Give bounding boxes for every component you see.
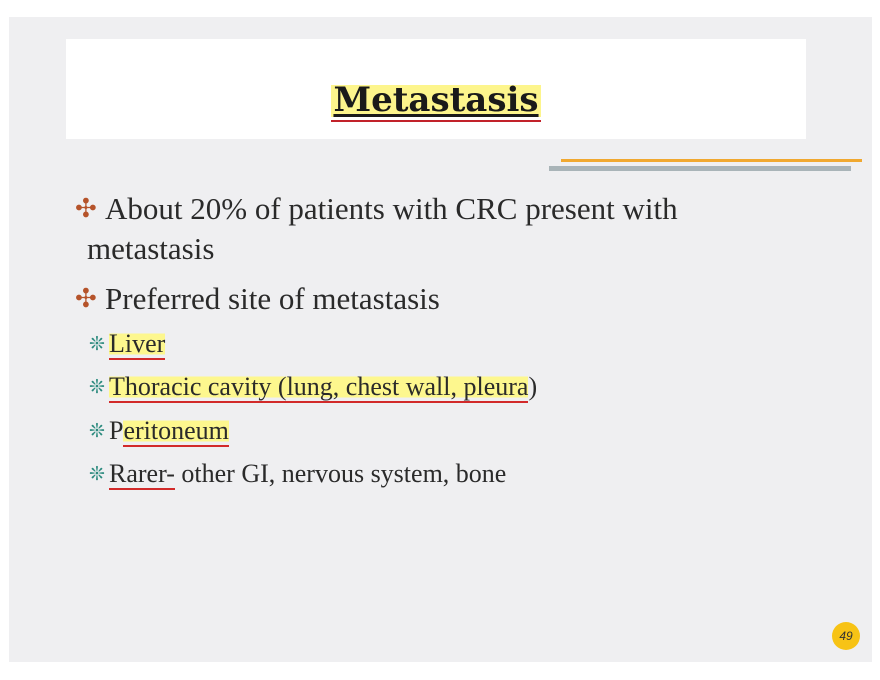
accent-line-gray bbox=[549, 166, 851, 171]
sub-bullet-text-rest: ) bbox=[528, 372, 538, 401]
sub-bullet-text-highlighted: Thoracic cavity (lung, chest wall, pleura bbox=[109, 372, 529, 401]
bullet-text: About 20% of patients with CRC present with bbox=[105, 191, 678, 226]
page-number-badge: 49 bbox=[832, 622, 860, 650]
title-box bbox=[66, 39, 806, 139]
bullet-item bbox=[75, 189, 678, 269]
bullet-item bbox=[75, 279, 440, 319]
slide bbox=[9, 17, 872, 662]
asterisk-icon: ❊ bbox=[89, 464, 105, 485]
bullet-text: Preferred site of metastasis bbox=[105, 281, 440, 316]
asterisk-icon: ❊ bbox=[89, 421, 105, 442]
slide-title-text: Metastasis bbox=[333, 80, 539, 120]
accent-line-orange bbox=[561, 159, 862, 162]
bullet-text-continued: metastasis bbox=[87, 231, 215, 266]
sub-bullet-item bbox=[89, 371, 537, 404]
fleur-cross-icon: ✣ bbox=[75, 284, 97, 313]
sub-bullet-item bbox=[89, 415, 229, 448]
sub-bullet-item bbox=[89, 458, 506, 491]
sub-bullet-text-underlined: Rarer- bbox=[109, 459, 175, 488]
sub-bullet-text-highlighted: eritoneum bbox=[123, 416, 229, 445]
asterisk-icon: ❊ bbox=[89, 377, 105, 398]
sub-bullet-text-rest: other GI, nervous system, bone bbox=[174, 459, 507, 488]
fleur-cross-icon: ✣ bbox=[75, 194, 97, 223]
sub-bullet-text: Liver bbox=[109, 329, 166, 358]
asterisk-icon: ❊ bbox=[89, 334, 105, 355]
sub-bullet-text-prefix: P bbox=[109, 416, 124, 445]
sub-bullet-item bbox=[89, 328, 165, 361]
slide-title bbox=[66, 80, 806, 120]
